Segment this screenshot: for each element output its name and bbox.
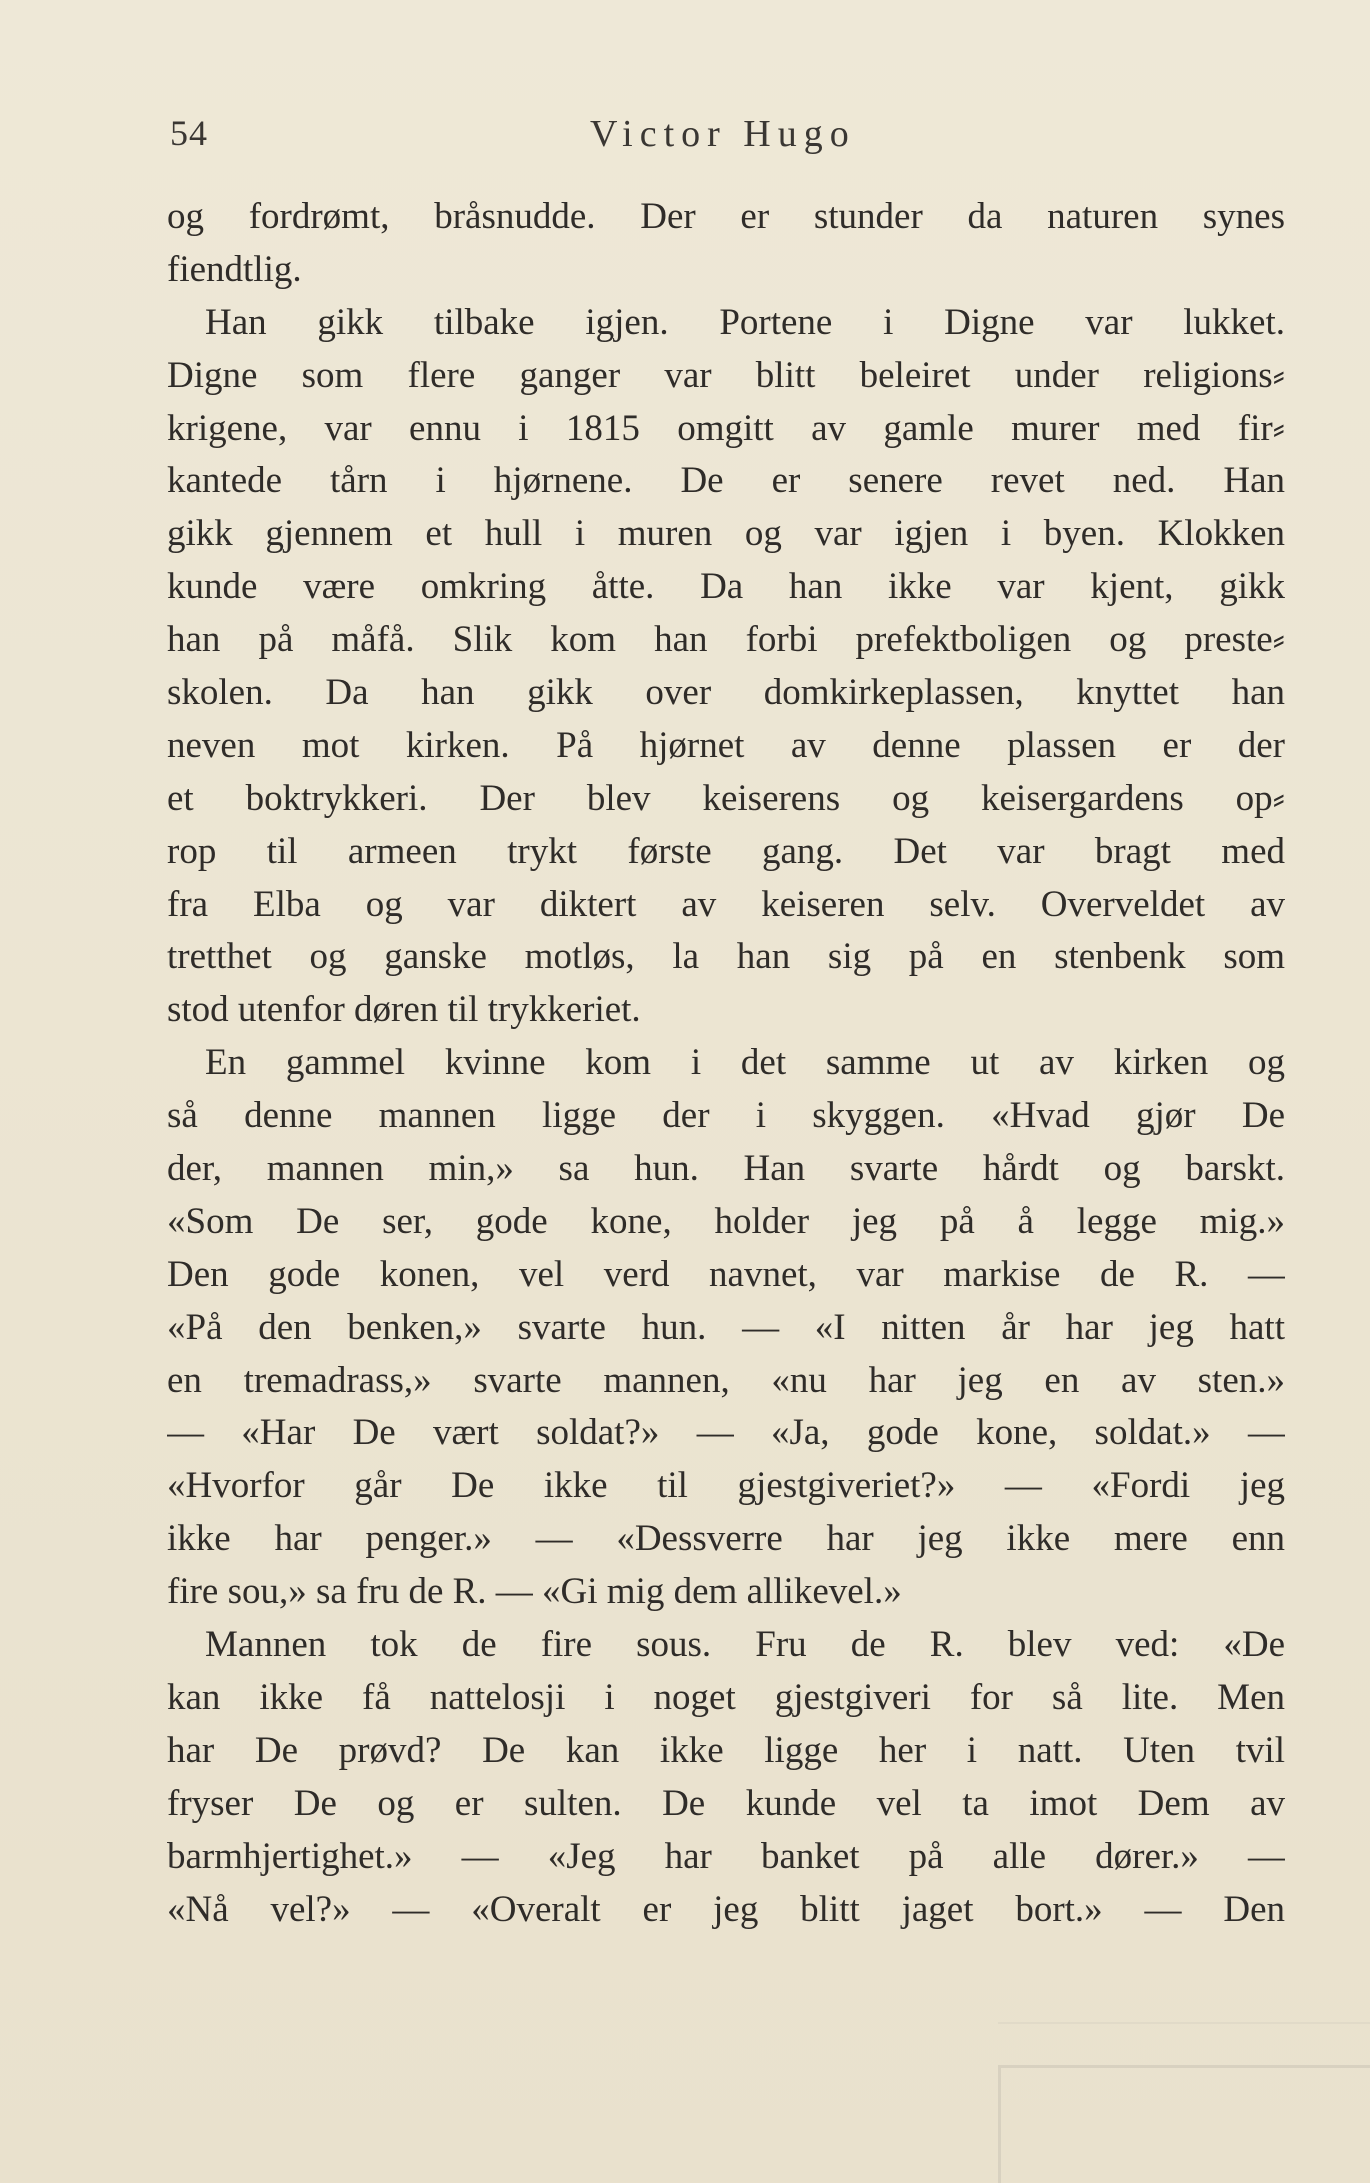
running-title: Victor Hugo	[590, 113, 856, 155]
text-line: fiendtlig.	[167, 248, 302, 290]
text-line: Mannen tok de fire sous. Fru de R. blev ved: «De	[205, 1624, 1285, 1666]
text-line: tretthet og ganske motløs, la han sig på en stenbenk som	[167, 936, 1285, 978]
text-line: neven mot kirken. På hjørnet av denne plassen er der	[167, 724, 1285, 766]
text-line: «På den benken,» svarte hun. — «I nitten år har jeg hatt	[167, 1306, 1285, 1348]
text-line: «Som De ser, gode kone, holder jeg på å legge mig.»	[167, 1200, 1285, 1242]
text-line: «Hvorfor går De ikke til gjestgiveriet?» — «Fordi jeg	[167, 1465, 1285, 1507]
text-line: kunde være omkring åtte. Da han ikke var kjent, gikk	[167, 566, 1285, 608]
text-line: så denne mannen ligge der i skyggen. «Hvad gjør De	[167, 1095, 1285, 1137]
page-header	[170, 112, 1280, 164]
page-edge-line	[998, 2022, 1370, 2024]
text-line: har De prøvd? De kan ikke ligge her i natt. Uten tvil	[167, 1729, 1285, 1771]
text-line: fire sou,» sa fru de R. — «Gi mig dem allikevel.»	[167, 1571, 902, 1613]
text-line: fryser De og er sulten. De kunde vel ta imot Dem av	[167, 1782, 1285, 1824]
text-line: kantede tårn i hjørnene. De er senere revet ned. Han	[167, 460, 1285, 502]
page-edge-line	[998, 2065, 1370, 2068]
text-line: Han gikk tilbake igjen. Portene i Digne var lukket.	[205, 301, 1285, 343]
text-line: stod utenfor døren til trykkeriet.	[167, 989, 641, 1031]
page-number: 54	[170, 113, 208, 153]
text-line: En gammel kvinne kom i det samme ut av kirken og	[205, 1042, 1285, 1084]
body-text	[167, 191, 1285, 1936]
text-line: et boktrykkeri. Der blev keiserens og keisergardens op⸗	[167, 777, 1285, 819]
text-line: han på måfå. Slik kom han forbi prefektboligen og preste⸗	[167, 619, 1285, 661]
text-line: ikke har penger.» — «Dessverre har jeg ikke mere enn	[167, 1518, 1285, 1560]
text-line: barmhjertighet.» — «Jeg har banket på alle dører.» —	[167, 1835, 1285, 1877]
text-line: og fordrømt, bråsnudde. Der er stunder da naturen synes	[167, 196, 1285, 237]
text-line: — «Har De vært soldat?» — «Ja, gode kone, soldat.» —	[167, 1412, 1285, 1454]
text-line: gikk gjennem et hull i muren og var igjen i byen. Klokken	[167, 513, 1285, 555]
text-line: «Nå vel?» — «Overalt er jeg blitt jaget bort.» — Den	[167, 1888, 1285, 1930]
page-edge-line	[998, 2065, 1001, 2183]
text-line: fra Elba og var diktert av keiseren selv. Overveldet av	[167, 883, 1285, 925]
text-line: Den gode konen, vel verd navnet, var markise de R. —	[167, 1253, 1285, 1295]
text-line: kan ikke få nattelosji i noget gjestgiveri for så lite. Men	[167, 1676, 1285, 1718]
text-line: rop til armeen trykt første gang. Det var bragt med	[167, 830, 1285, 872]
text-line: skolen. Da han gikk over domkirkeplassen, knyttet han	[167, 672, 1285, 714]
text-line: Digne som flere ganger var blitt beleiret under religions⸗	[167, 354, 1285, 396]
text-line: en tremadrass,» svarte mannen, «nu har jeg en av sten.»	[167, 1359, 1285, 1401]
text-line: krigene, var ennu i 1815 omgitt av gamle murer med fir⸗	[167, 407, 1285, 449]
text-line: der, mannen min,» sa hun. Han svarte hårdt og barskt.	[167, 1148, 1285, 1190]
